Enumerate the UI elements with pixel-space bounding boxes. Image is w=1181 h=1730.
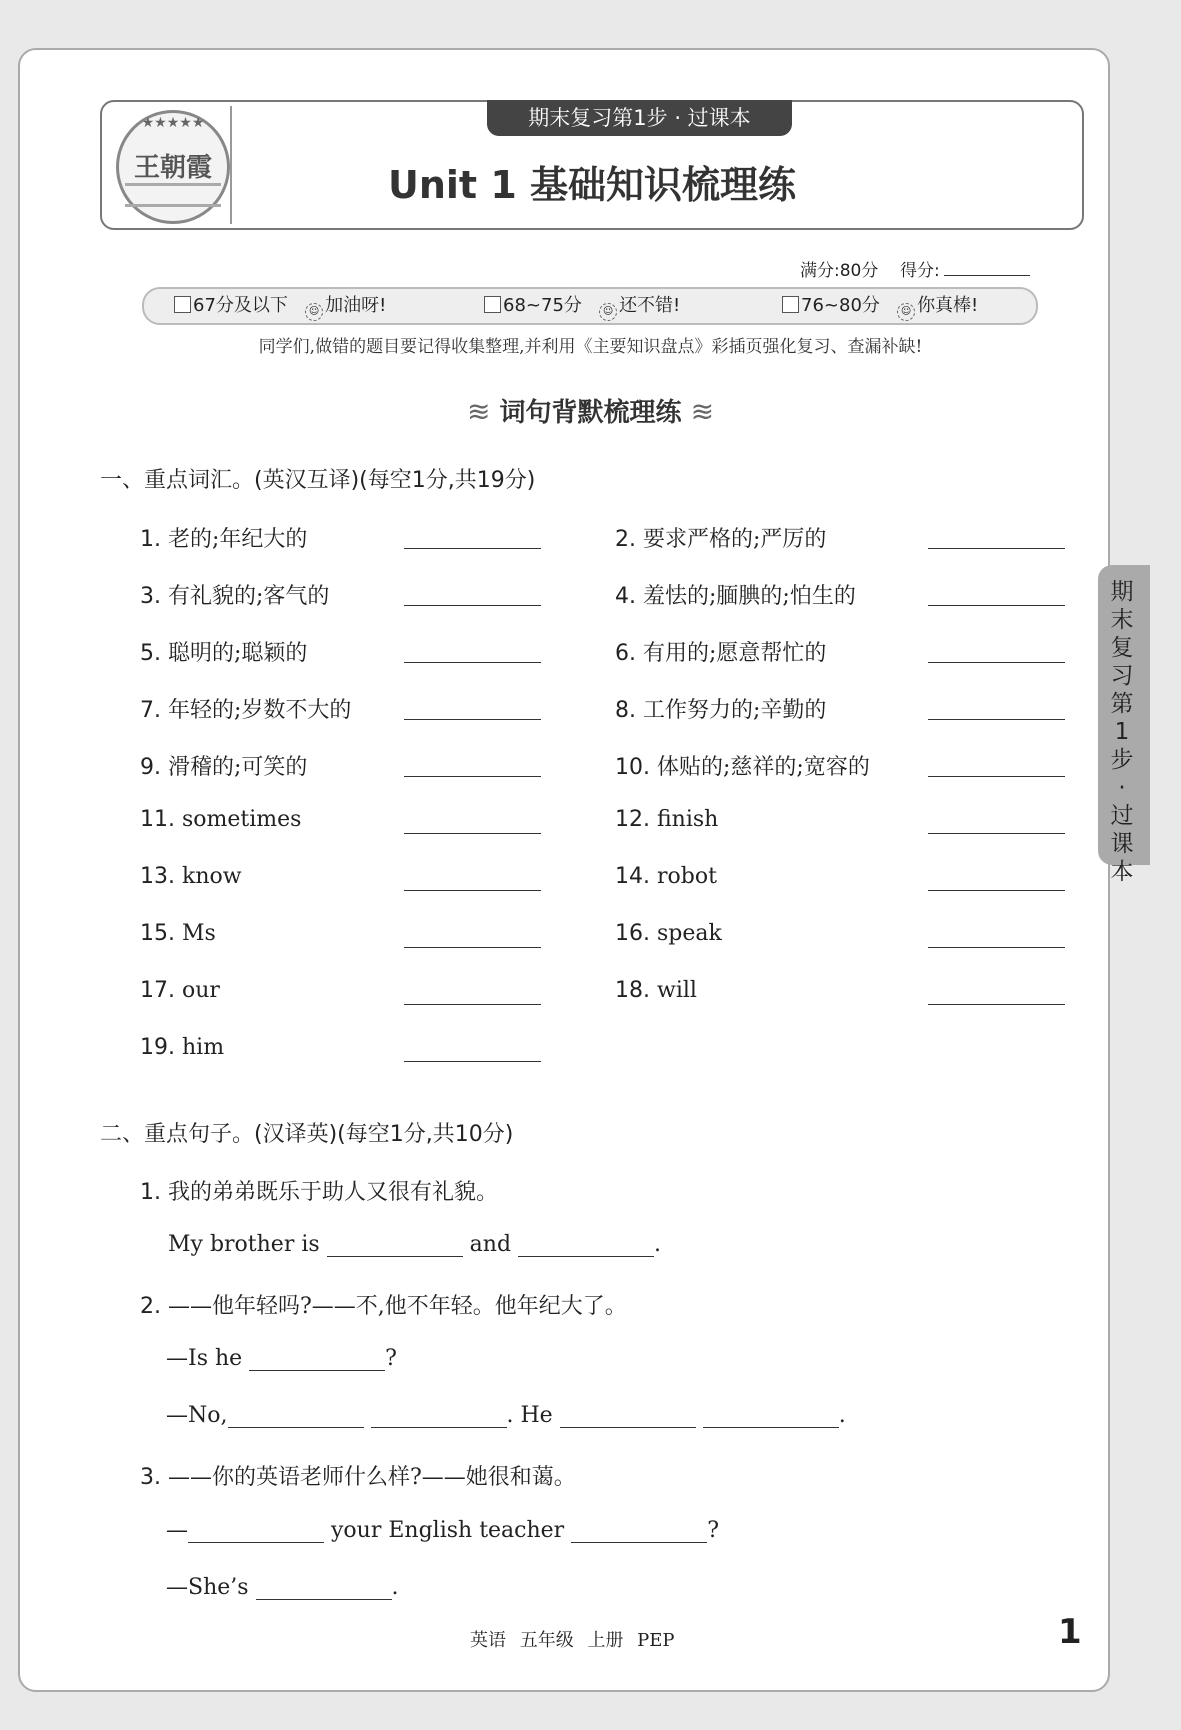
answer-blank[interactable]	[928, 776, 1065, 777]
answer-blank[interactable]	[404, 605, 541, 606]
logo-text: 王朝霞	[133, 153, 212, 183]
score-blank[interactable]	[944, 275, 1030, 276]
answer-blank[interactable]	[571, 1520, 707, 1543]
page-title: Unit 1 基础知识梳理练	[388, 163, 796, 207]
instruction-note: 同学们,做错的题目要记得收集整理,并利用《主要知识盘点》彩插页强化复习、查漏补缺!	[258, 337, 923, 357]
level-comment: 你真棒!	[917, 295, 979, 316]
sentence-question: 3. ——你的英语老师什么样?——她很和蔼。	[140, 1465, 576, 1490]
answer-blank[interactable]	[404, 719, 541, 720]
vocab-item: 4. 羞怯的;腼腆的;怕生的	[615, 584, 856, 609]
level-range: 76~80分	[801, 295, 880, 316]
answer-blank[interactable]	[928, 548, 1065, 549]
sentence-question: 2. ——他年轻吗?——不,他不年轻。他年纪大了。	[140, 1294, 627, 1319]
answer-blank[interactable]	[404, 890, 541, 891]
vocab-item: 1. 老的;年纪大的	[140, 527, 308, 552]
footer-text: 英语 五年级 上册 PEP	[470, 1630, 675, 1651]
sentence-answer-line: My brother is and .	[168, 1232, 662, 1257]
level-comment: 还不错!	[619, 295, 681, 316]
vocab-item: 8. 工作努力的;辛勤的	[615, 698, 827, 723]
answer-blank[interactable]	[404, 662, 541, 663]
wave-icon: ≋	[690, 395, 715, 428]
vocab-item: 16. speak	[615, 921, 722, 946]
sentence-answer-line: —She’s .	[166, 1575, 399, 1600]
header-box	[100, 100, 1084, 230]
vocab-item: 2. 要求严格的;严厉的	[615, 527, 827, 552]
vocab-item: 9. 滑稽的;可笑的	[140, 755, 308, 780]
answer-blank[interactable]	[928, 947, 1065, 948]
vocab-item: 13. know	[140, 864, 242, 889]
answer-blank[interactable]	[928, 890, 1065, 891]
answer-blank[interactable]	[371, 1405, 507, 1428]
answer-blank[interactable]	[928, 1004, 1065, 1005]
sentence-question: 1. 我的弟弟既乐于助人又很有礼貌。	[140, 1180, 499, 1205]
answer-blank[interactable]	[404, 1004, 541, 1005]
answer-blank[interactable]	[404, 1061, 541, 1062]
vocab-item: 11. sometimes	[140, 807, 302, 832]
sentence-answer-line: — your English teacher ?	[166, 1518, 719, 1543]
logo-stars-icon: ★★★★★	[141, 115, 205, 131]
sentence-answer-line: —No, . He .	[166, 1403, 846, 1428]
score-level-bar	[142, 287, 1038, 325]
answer-blank[interactable]	[256, 1577, 392, 1600]
full-score: 满分:80分	[800, 261, 879, 281]
level-item	[782, 293, 978, 319]
vocab-item: 6. 有用的;愿意帮忙的	[615, 641, 827, 666]
answer-blank[interactable]	[404, 947, 541, 948]
checkbox-icon[interactable]	[782, 296, 799, 313]
answer-blank[interactable]	[928, 605, 1065, 606]
answer-blank[interactable]	[928, 833, 1065, 834]
answer-blank[interactable]	[404, 776, 541, 777]
level-range: 67分及以下	[193, 295, 288, 316]
section-title-text: 词句背默梳理练	[499, 398, 682, 428]
smile-face-icon: ☺	[599, 303, 617, 321]
answer-blank[interactable]	[327, 1234, 463, 1257]
cheer-face-icon: ☺	[305, 303, 323, 321]
vocab-item: 7. 年轻的;岁数不大的	[140, 698, 352, 723]
answer-blank[interactable]	[404, 833, 541, 834]
checkbox-icon[interactable]	[484, 296, 501, 313]
answer-blank[interactable]	[188, 1520, 324, 1543]
part2-title: 二、重点句子。(汉译英)(每空1分,共10分)	[100, 1122, 514, 1147]
sentence-answer-line: —Is he ?	[166, 1346, 397, 1371]
answer-blank[interactable]	[518, 1234, 654, 1257]
answer-blank[interactable]	[703, 1405, 839, 1428]
wave-icon: ≋	[466, 395, 491, 428]
section-title	[0, 392, 1181, 429]
level-comment: 加油呀!	[325, 295, 387, 316]
vocab-item: 12. finish	[615, 807, 719, 832]
happy-face-icon: ☺	[897, 303, 915, 321]
answer-blank[interactable]	[928, 662, 1065, 663]
checkbox-icon[interactable]	[174, 296, 191, 313]
side-tab-label: 期末复习第1步·过课本	[1110, 579, 1134, 885]
part1-title: 一、重点词汇。(英汉互译)(每空1分,共19分)	[100, 468, 536, 493]
level-item	[484, 293, 680, 319]
vocab-item: 10. 体贴的;慈祥的;宽容的	[615, 755, 870, 780]
vocab-item: 18. will	[615, 978, 697, 1003]
vocab-item: 19. him	[140, 1035, 225, 1060]
answer-blank[interactable]	[928, 719, 1065, 720]
vocab-item: 3. 有礼貌的;客气的	[140, 584, 330, 609]
score-label: 得分:	[899, 261, 940, 281]
page-number: 1	[1058, 1612, 1082, 1652]
vocab-item: 14. robot	[615, 864, 717, 889]
level-range: 68~75分	[503, 295, 582, 316]
vocab-item: 15. Ms	[140, 921, 216, 946]
answer-blank[interactable]	[228, 1405, 364, 1428]
answer-blank[interactable]	[560, 1405, 696, 1428]
level-item	[174, 293, 386, 319]
vocab-item: 17. our	[140, 978, 220, 1003]
score-line	[800, 256, 1030, 281]
answer-blank[interactable]	[249, 1348, 385, 1371]
vocab-item: 5. 聪明的;聪颖的	[140, 641, 308, 666]
step-tab: 期末复习第1步 · 过课本	[487, 100, 792, 136]
answer-blank[interactable]	[404, 548, 541, 549]
